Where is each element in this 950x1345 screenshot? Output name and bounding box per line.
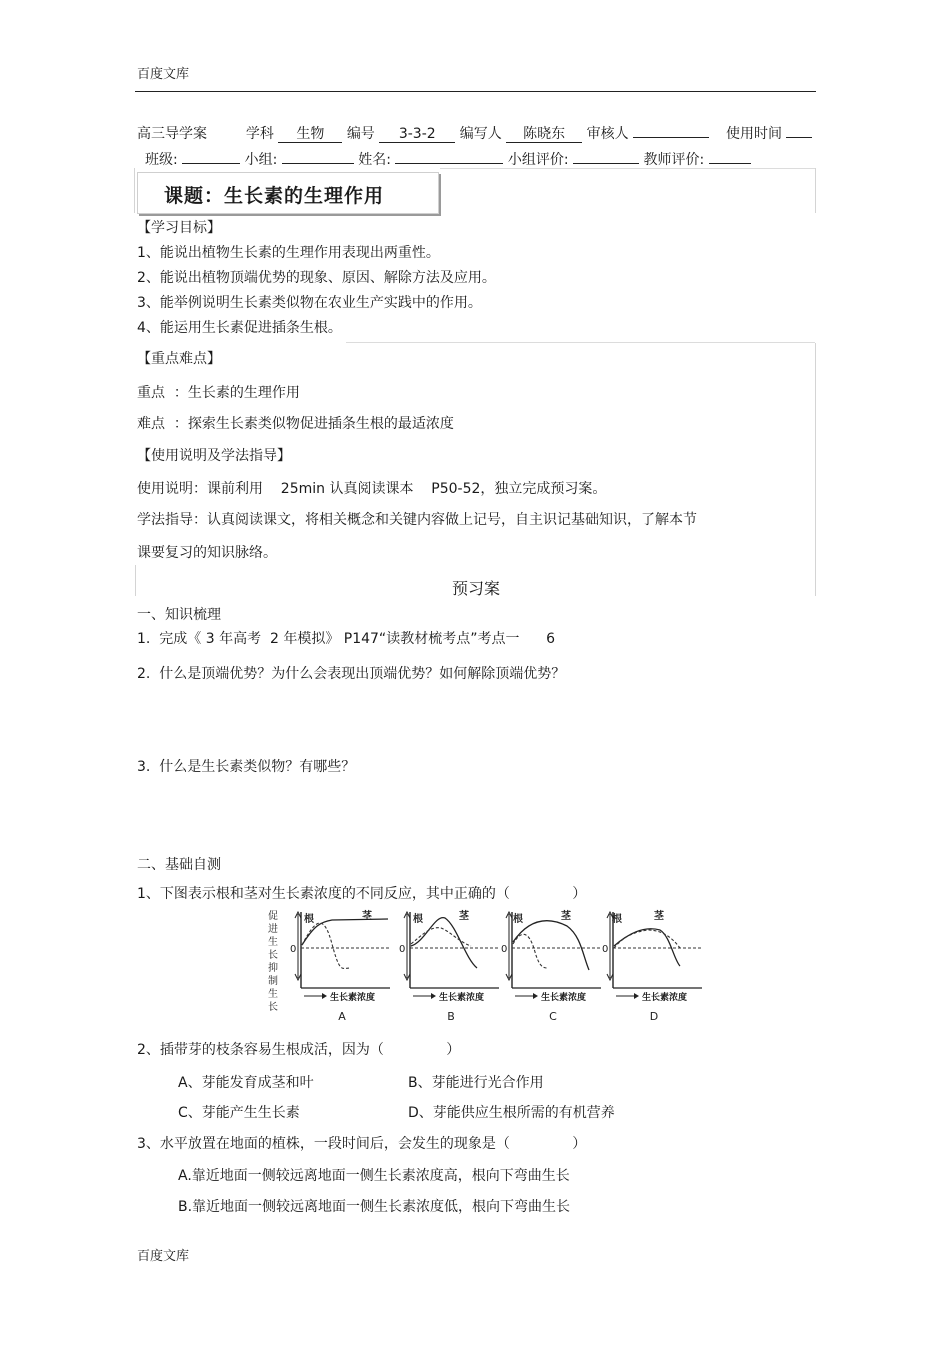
x-arrow-head xyxy=(533,993,538,999)
root-label: 根 xyxy=(513,914,523,925)
key-point: 重点 ：生长素的生理作用 xyxy=(137,385,300,401)
stem-label: 茎 xyxy=(561,911,571,922)
stem-label: 茎 xyxy=(654,911,664,922)
y-axis-char: 促 xyxy=(268,911,278,922)
goal-item: 4、能运用生长素促进插条生根。 xyxy=(137,320,342,336)
figure-y-axis-label xyxy=(268,910,278,1013)
number-label: 编号 xyxy=(346,126,375,142)
group-field[interactable] xyxy=(282,146,354,164)
section-knowledge: 一、知识梳理 xyxy=(137,607,221,623)
subject-value: 生物 xyxy=(278,125,342,143)
figure-panel xyxy=(399,909,499,1023)
stem-curve xyxy=(302,919,388,945)
question-3: 3. 什么是生长素类似物？有哪些？ xyxy=(137,759,356,775)
y-axis-char: 抑 xyxy=(268,963,278,974)
doc-type: 高三导学案 xyxy=(137,126,207,142)
option-2c[interactable]: C、芽能产生生长素 xyxy=(178,1105,300,1121)
frame-line xyxy=(134,168,135,213)
test-question-2: 2、插带芽的枝条容易生根成活，因为（ ） xyxy=(137,1042,461,1058)
option-3a[interactable]: A.靠近地面一侧较远离地面一侧生长素浓度高，根向下弯曲生长 xyxy=(178,1168,570,1184)
x-axis-label: 生长素浓度 xyxy=(541,993,587,1003)
frame-line xyxy=(135,565,136,596)
group-eval-field[interactable] xyxy=(573,146,639,164)
usage-text: 使用说明：课前利用 25min 认真阅读课本 P50-52，独立完成预习案。 xyxy=(137,481,607,497)
goal-item: 1、能说出植物生长素的生理作用表现出两重性。 xyxy=(137,245,440,261)
stem-label: 茎 xyxy=(362,911,372,922)
goal-item: 2、能说出植物顶端优势的现象、原因、解除方法及应用。 xyxy=(137,270,496,286)
x-axis-label: 生长素浓度 xyxy=(439,993,485,1003)
zero-label: 0 xyxy=(501,944,508,955)
root-label: 根 xyxy=(304,914,314,925)
method-text: 学法指导：认真阅读课文，将相关概念和关键内容做上记号，自主识记基础知识，了解本节 xyxy=(137,512,697,528)
auxin-response-figure xyxy=(262,908,702,1026)
root-curve xyxy=(513,934,547,968)
figure-panel xyxy=(501,909,601,1023)
author-label: 编写人 xyxy=(459,126,502,142)
option-2a[interactable]: A、芽能发育成茎和叶 xyxy=(178,1075,314,1091)
option-2d[interactable]: D、芽能供应生根所需的有机营养 xyxy=(408,1105,615,1121)
panel-label: C xyxy=(549,1010,557,1023)
stem-curve xyxy=(513,921,589,970)
name-label: 姓名: xyxy=(358,152,391,168)
frame-line xyxy=(815,343,816,596)
panel-label: A xyxy=(338,1010,346,1023)
class-label: 班级: xyxy=(145,152,178,168)
lesson-title-box xyxy=(137,172,439,214)
panel-label: B xyxy=(447,1010,455,1023)
x-arrow-head xyxy=(634,993,639,999)
stem-label: 茎 xyxy=(459,911,469,922)
reviewer-field[interactable] xyxy=(633,120,709,138)
class-field[interactable] xyxy=(182,146,240,164)
root-curve xyxy=(302,923,350,968)
keypoints-heading: 【重点难点】 xyxy=(137,351,221,367)
section-self-test: 二、基础自测 xyxy=(137,857,221,873)
stem-curve xyxy=(411,918,477,968)
zero-label: 0 xyxy=(602,944,609,955)
question-2: 2. 什么是顶端优势？为什么会表现出顶端优势？如何解除顶端优势？ xyxy=(137,666,566,682)
header-rule xyxy=(135,91,816,92)
panel-label: D xyxy=(649,1010,659,1023)
lesson-title: 课题：生长素的生理作用 xyxy=(164,185,385,207)
meta-row-1 xyxy=(137,120,812,143)
root-label: 根 xyxy=(413,914,423,925)
reviewer-label: 审核人 xyxy=(586,126,629,142)
option-3b[interactable]: B.靠近地面一侧较远离地面一侧生长素浓度低，根向下弯曲生长 xyxy=(178,1199,571,1215)
footer-brand: 百度文库 xyxy=(137,1249,190,1264)
teacher-eval-field[interactable] xyxy=(709,146,751,164)
frame-line xyxy=(440,168,815,169)
y-axis-char: 生 xyxy=(268,989,278,1000)
instructions-heading: 【使用说明及学法指导】 xyxy=(137,448,291,464)
frame-line xyxy=(346,342,815,343)
subject-label: 学科 xyxy=(245,126,274,142)
number-value: 3-3-2 xyxy=(379,125,455,143)
name-field[interactable] xyxy=(395,146,503,164)
x-axis-label: 生长素浓度 xyxy=(642,993,688,1003)
author-value: 陈晓东 xyxy=(506,125,582,143)
y-axis-char: 进 xyxy=(268,924,278,935)
date-field[interactable] xyxy=(786,120,812,138)
difficult-point: 难点 ：探索生长素类似物促进插条生根的最适浓度 xyxy=(137,416,454,432)
y-axis-char: 生 xyxy=(268,937,278,948)
stem-curve xyxy=(614,929,680,966)
x-axis-label: 生长素浓度 xyxy=(330,993,376,1003)
frame-line xyxy=(815,168,816,213)
goal-item: 3、能举例说明生长素类似物在农业生产实践中的作用。 xyxy=(137,295,482,311)
question-1: 1. 完成《 3 年高考 2 年模拟》 P147“读教材梳考点”考点一 6 xyxy=(137,631,556,647)
zero-label: 0 xyxy=(290,944,297,955)
preview-title: 预习案 xyxy=(451,579,500,598)
group-label: 小组: xyxy=(244,152,278,168)
x-arrow-head xyxy=(322,993,327,999)
root-label: 根 xyxy=(612,914,622,925)
figure-panel xyxy=(602,909,702,1023)
zero-label: 0 xyxy=(399,944,406,955)
y-axis-char: 长 xyxy=(268,950,278,961)
test-question-1: 1、下图表示根和茎对生长素浓度的不同反应，其中正确的（ ） xyxy=(137,886,587,902)
x-arrow-head xyxy=(431,993,436,999)
method-text-cont: 课要复习的知识脉络。 xyxy=(137,545,277,561)
teacher-eval-label: 教师评价: xyxy=(643,152,705,168)
y-axis-char: 制 xyxy=(268,976,278,987)
goals-heading: 【学习目标】 xyxy=(137,220,221,236)
group-eval-label: 小组评价: xyxy=(507,152,569,168)
test-question-3: 3、水平放置在地面的植株，一段时间后，会发生的现象是（ ） xyxy=(137,1136,587,1152)
option-2b[interactable]: B、芽能进行光合作用 xyxy=(408,1075,544,1091)
header-brand: 百度文库 xyxy=(137,67,190,82)
y-axis-char: 长 xyxy=(268,1002,278,1013)
date-label: 使用时间 xyxy=(725,126,782,142)
meta-row-2 xyxy=(145,146,751,169)
figure-panel xyxy=(290,909,390,1023)
